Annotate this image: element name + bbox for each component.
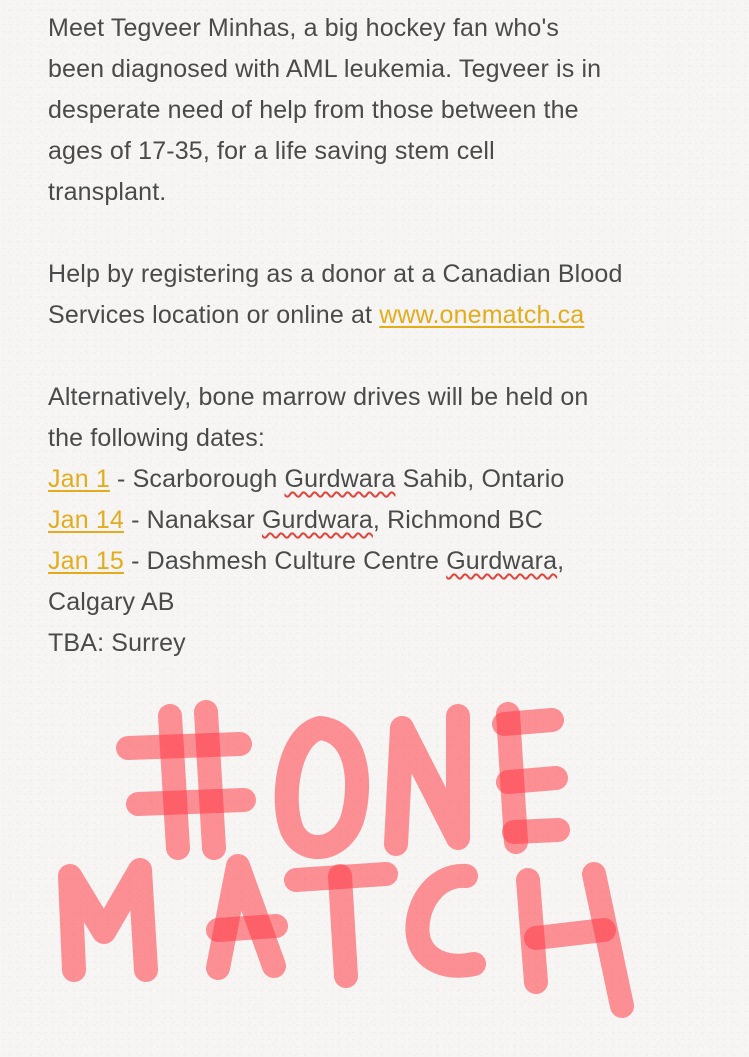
alt-line: Alternatively, bone marrow drives will be held on xyxy=(48,383,589,411)
intro-line: Meet Tegveer Minhas, a big hockey fan who's xyxy=(48,14,560,42)
onematch-link[interactable]: www.onematch.ca xyxy=(379,301,585,329)
help-line xyxy=(48,295,728,336)
help-line: Help by registering as a donor at a Canadian Blood xyxy=(48,260,623,288)
intro-paragraph xyxy=(48,8,728,213)
drive-text: - Nanaksar xyxy=(123,506,262,534)
intro-line: ages of 17-35, for a life saving stem cell xyxy=(48,137,495,165)
intro-line: transplant. xyxy=(48,178,167,206)
date-link-jan-14[interactable]: Jan 14 xyxy=(48,506,124,534)
drive-continuation: Calgary AB xyxy=(48,588,175,616)
drive-text: , Richmond BC xyxy=(372,506,543,534)
misspelled-word[interactable]: Gurdwara xyxy=(261,506,373,534)
drive-text: - Scarborough xyxy=(109,465,285,493)
sketch-strokes xyxy=(70,712,622,1006)
drive-item-jan-15 xyxy=(48,541,728,582)
note-body[interactable] xyxy=(48,8,728,664)
drive-text: - Dashmesh Culture Centre xyxy=(123,547,447,575)
tba-line: TBA: Surrey xyxy=(48,629,186,657)
intro-line: been diagnosed with AML leukemia. Tegveer is in xyxy=(48,55,602,83)
drive-text: , xyxy=(557,547,565,575)
drive-item-jan-14 xyxy=(48,500,728,541)
help-line-text: Services location or online at xyxy=(48,301,380,329)
drive-text: Sahib, Ontario xyxy=(395,465,565,493)
paragraph-gap xyxy=(48,213,728,254)
misspelled-word[interactable]: Gurdwara xyxy=(446,547,558,575)
misspelled-word[interactable]: Gurdwara xyxy=(284,465,396,493)
drives-paragraph xyxy=(48,377,728,664)
date-link-jan-15[interactable]: Jan 15 xyxy=(48,547,124,575)
intro-line: desperate need of help from those between the xyxy=(48,96,579,124)
date-link-jan-1[interactable]: Jan 1 xyxy=(48,465,110,493)
drive-item-jan-1 xyxy=(48,459,728,500)
paragraph-gap xyxy=(48,336,728,377)
alt-line: the following dates: xyxy=(48,424,266,452)
help-paragraph xyxy=(48,254,728,336)
hand-drawn-onematch-sketch xyxy=(0,680,749,1057)
